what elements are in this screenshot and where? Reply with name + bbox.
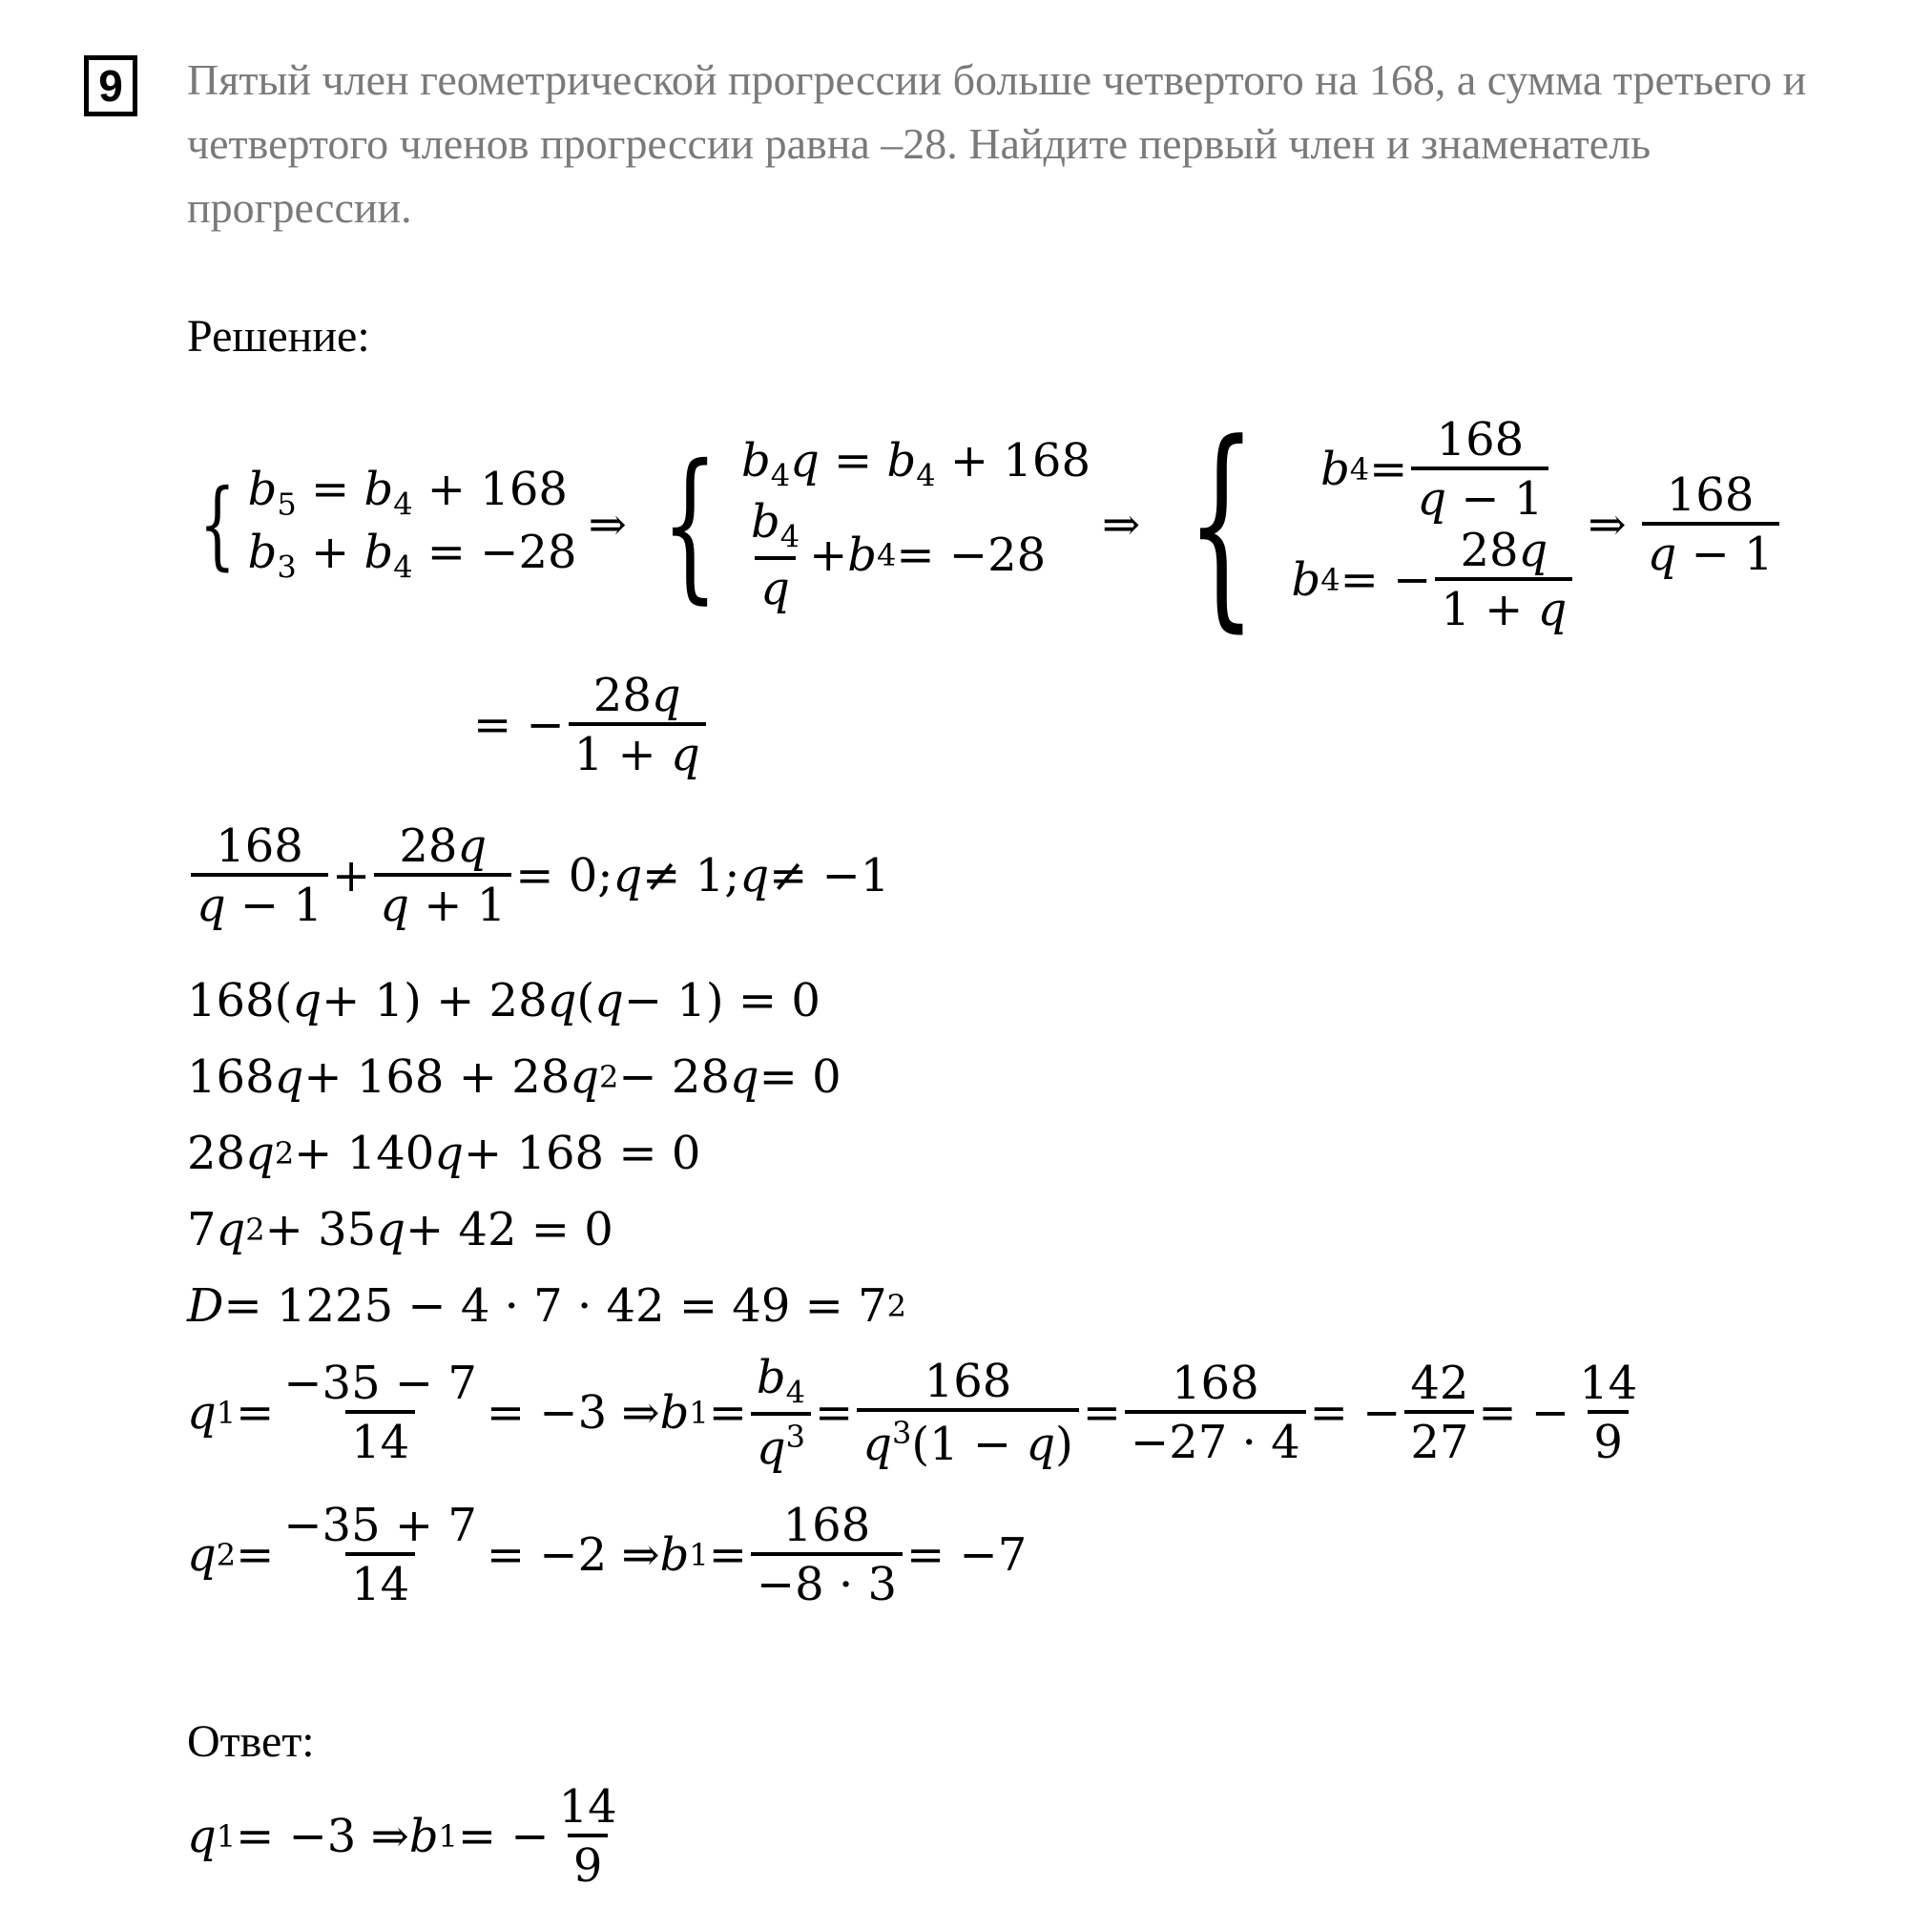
problem-number: 9 — [84, 55, 137, 116]
system-equations: { $b_5 = b_4 + 168$ $b_3 + b_4 = -28$ ⇒ { $b_4q = b_4 + 168$ $\frac{b_4}{q}$ + b 4 = −28 ⇒ { b 4 = $\frac{168}{q - 1}$ b 4 = − $\frac{28q}{1 + q}$ ⇒ $\frac{168}{q - 1}$ — [187, 386, 1783, 663]
answer-line: q 1 = −3 ⇒ b 1 = − $\frac{14}{9}$ — [187, 1780, 617, 1893]
problem-statement: Пятый член геометрической прогрессии больше четвертого на 168, а сумма третьего и четвертого членов прогрессии равна –28. Найдите первый член и знаменатель прогрессии. — [187, 55, 1807, 232]
equation-continuation: = − $\frac{28q}{1 + q}$ — [473, 673, 710, 778]
root-q2-line: q 2 = $\frac{-35 + 7}{14}$ = −2 ⇒ b 1 = $\frac{168}{-8 \cdot 3}$ = −7 — [187, 1499, 1028, 1611]
root-q1-line: q 1 = $\frac{-35 - 7}{14}$ = −3 ⇒ b 1 = $\frac{b_4}{q^3}$ = $\frac{168}{q^3(1 - q)}$ = $\frac{168}{-27 \cdot 4}$ = − $\frac{42}{27}$ = − $\frac{14}{9}$ — [187, 1351, 1638, 1475]
equation-line-1: 168( q + 1) + 28 q ( q − 1) = 0 — [187, 974, 821, 1027]
equation-sum-fractions: $\frac{168}{q - 1}$ + $\frac{28q}{q + 1}$ = 0; q ≠ 1; q ≠ −1 — [187, 823, 889, 928]
equation-line-3: 28 q 2 + 140 q + 168 = 0 — [187, 1127, 701, 1180]
discriminant-line: D = 1225 − 4 · 7 · 42 = 49 = 7 2 — [187, 1279, 906, 1333]
answer-heading: Ответ: — [187, 1716, 315, 1767]
solution-heading: Решение: — [187, 311, 370, 362]
equation-line-2: 168 q + 168 + 28 q 2 − 28 q = 0 — [187, 1050, 841, 1104]
equation-line-4: 7 q 2 + 35 q + 42 = 0 — [187, 1203, 613, 1256]
